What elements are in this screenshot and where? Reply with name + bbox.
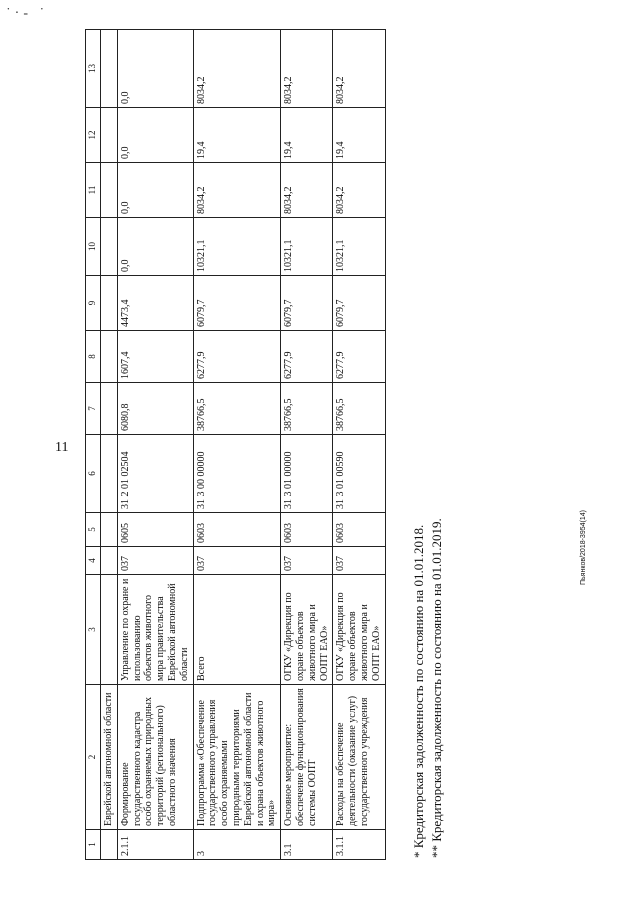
table-cell: 38766,5 — [281, 383, 333, 435]
document-stamp: Пьянков/2018-3954(14) — [580, 510, 587, 585]
table-cell: 8034,2 — [333, 163, 385, 218]
table-cell: 10321,1 — [193, 218, 281, 276]
table-cell: 8034,2 — [193, 30, 281, 108]
header-cell: 3 — [86, 575, 101, 685]
table-cell: 38766,5 — [333, 383, 385, 435]
table-cell — [101, 830, 118, 860]
table-cell: 6277,9 — [281, 331, 333, 383]
table-cell: 037 — [333, 547, 385, 575]
table-cell — [101, 383, 118, 435]
table-cell: 2.1.1 — [117, 830, 193, 860]
table-row — [193, 30, 281, 860]
table-cell — [101, 331, 118, 383]
rotated-page — [85, 30, 444, 860]
table-cell: 31 2 01 02504 — [117, 435, 193, 513]
table-cell — [101, 513, 118, 547]
header-cell: 9 — [86, 276, 101, 331]
table-cell: 3 — [193, 830, 281, 860]
table-cell: 1607,4 — [117, 331, 193, 383]
table-cell: 0603 — [281, 513, 333, 547]
table-cell: 38766,5 — [193, 383, 281, 435]
table-cell — [101, 575, 118, 685]
table-cell: 0,0 — [117, 163, 193, 218]
header-row — [86, 30, 101, 860]
table-cell: 10321,1 — [333, 218, 385, 276]
table-cell — [101, 108, 118, 163]
table-row — [333, 30, 385, 860]
table-row — [281, 30, 333, 860]
header-cell: 10 — [86, 218, 101, 276]
table-cell: 0605 — [117, 513, 193, 547]
table-cell: 6079,7 — [193, 276, 281, 331]
table-cell: 037 — [281, 547, 333, 575]
table-cell: 19,4 — [333, 108, 385, 163]
scan-specks: ˙·- ˙ — [6, 6, 49, 21]
table-cell: 19,4 — [193, 108, 281, 163]
table-cell: 8034,2 — [333, 30, 385, 108]
header-cell: 11 — [86, 163, 101, 218]
table-cell: Управление по охране и использованию объектов животного мира правительства Еврейской автономной области — [117, 575, 193, 685]
table-cell: 8034,2 — [281, 163, 333, 218]
header-cell: 2 — [86, 685, 101, 830]
table-cell: Подпрограмма «Обеспечение государственного управления особо охраняемыми природными территориями Еврейской автономной области и охрана объектов животного мира» — [193, 685, 281, 830]
table-cell: 4473,4 — [117, 276, 193, 331]
table-cell: 0,0 — [117, 30, 193, 108]
table-row — [117, 30, 193, 860]
table-cell: 0,0 — [117, 108, 193, 163]
footnotes — [410, 518, 446, 858]
header-cell: 7 — [86, 383, 101, 435]
header-cell: 5 — [86, 513, 101, 547]
footnote: * Кредиторская задолженность по состоянию на 01.01.2018. — [411, 524, 426, 858]
page-number: 11 — [55, 440, 69, 455]
table-cell: Формирование государственного кадастра особо охраняемых природных территорий (регионального) областного значения — [117, 685, 193, 830]
table-cell: 8034,2 — [193, 163, 281, 218]
table-cell: 0603 — [193, 513, 281, 547]
table-cell: 31 3 00 00000 — [193, 435, 281, 513]
table-cell: 6277,9 — [193, 331, 281, 383]
header-cell: 1 — [86, 830, 101, 860]
table-cell: 6079,7 — [333, 276, 385, 331]
table-cell: 6080,8 — [117, 383, 193, 435]
table-row — [101, 30, 118, 860]
table-cell: 3.1.1 — [333, 830, 385, 860]
table-cell: Расходы на обеспечение деятельности (оказание услуг) государственного учреждения — [333, 685, 385, 830]
table-cell: 037 — [193, 547, 281, 575]
table-cell: ОГКУ «Дирекция по охране объектов животного мира и ООПТ ЕАО» — [281, 575, 333, 685]
table-cell — [101, 547, 118, 575]
table-cell: 037 — [117, 547, 193, 575]
budget-table — [85, 29, 386, 860]
header-cell: 12 — [86, 108, 101, 163]
table-cell — [101, 30, 118, 108]
table-cell: 19,4 — [281, 108, 333, 163]
table-cell: 31 3 01 00000 — [281, 435, 333, 513]
table-cell — [101, 218, 118, 276]
header-cell: 6 — [86, 435, 101, 513]
table-cell: 6277,9 — [333, 331, 385, 383]
table-cell — [101, 435, 118, 513]
table-cell: Всего — [193, 575, 281, 685]
header-cell: 13 — [86, 30, 101, 108]
table-cell: 0603 — [333, 513, 385, 547]
table-cell: 31 3 01 00590 — [333, 435, 385, 513]
table-cell: Основное мероприятие: обеспечение функционирования системы ООПТ — [281, 685, 333, 830]
footnote: ** Кредиторская задолженность по состоянию на 01.01.2019. — [429, 518, 444, 858]
table-cell: ОГКУ «Дирекция по охране объектов животного мира и ООПТ ЕАО» — [333, 575, 385, 685]
table-cell: Еврейской автономной области — [101, 685, 118, 830]
header-cell: 4 — [86, 547, 101, 575]
table-body — [86, 30, 386, 860]
table-cell — [101, 276, 118, 331]
table-cell — [101, 163, 118, 218]
table-cell: 6079,7 — [281, 276, 333, 331]
table-cell: 0,0 — [117, 218, 193, 276]
header-cell: 8 — [86, 331, 101, 383]
table-cell: 8034,2 — [281, 30, 333, 108]
table-cell: 3.1 — [281, 830, 333, 860]
table-cell: 10321,1 — [281, 218, 333, 276]
